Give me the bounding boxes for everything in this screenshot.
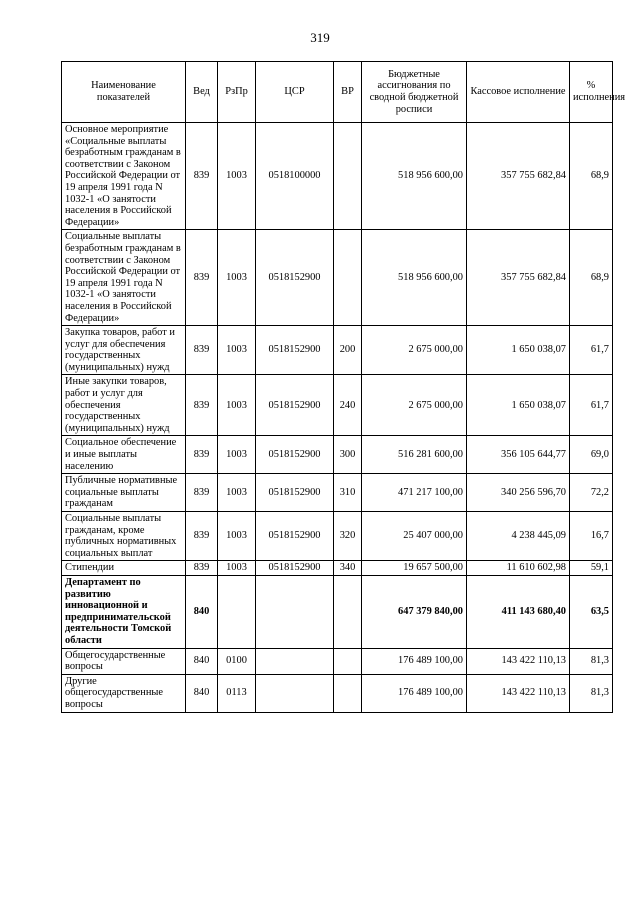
table-row [62,561,613,576]
cell-ved: 840 [186,575,218,648]
cell-budget: 471 217 100,00 [362,474,467,512]
cell-vr [334,674,362,712]
cell-cash: 143 422 110,13 [467,674,570,712]
table-row [62,230,613,326]
cell-vr [334,648,362,674]
cell-rzpr: 0100 [218,648,256,674]
cell-cash: 1 650 038,07 [467,375,570,436]
cell-csr: 0518100000 [256,123,334,230]
cell-vr [334,575,362,648]
cell-ved: 839 [186,326,218,375]
header-cash: Кассовое исполнение [467,62,570,123]
cell-vr [334,230,362,326]
budget-table [61,61,626,713]
cell-budget: 647 379 840,00 [362,575,467,648]
cell-cash: 340 256 596,70 [467,474,570,512]
cell-name: Другие общегосударственные вопросы [62,674,186,712]
cell-pct: 59,1 [570,561,613,576]
cell-name: Публичные нормативные социальные выплаты гражданам [62,474,186,512]
cell-name: Департамент по развитию инновационной и предпринимательской деятельности Томской области [62,575,186,648]
cell-pct: 68,9 [570,123,613,230]
cell-budget: 518 956 600,00 [362,230,467,326]
table-row [62,123,613,230]
cell-vr: 310 [334,474,362,512]
header-vr: ВР [334,62,362,123]
cell-name: Стипендии [62,561,186,576]
cell-budget: 2 675 000,00 [362,375,467,436]
cell-budget: 19 657 500,00 [362,561,467,576]
cell-cash: 4 238 445,09 [467,512,570,561]
cell-rzpr: 1003 [218,230,256,326]
cell-pct: 61,7 [570,375,613,436]
cell-rzpr: 1003 [218,561,256,576]
cell-cash: 357 755 682,84 [467,123,570,230]
table-row [62,575,613,648]
table-header-row [62,62,613,123]
cell-vr: 200 [334,326,362,375]
cell-vr: 300 [334,436,362,474]
table-row [62,375,613,436]
cell-csr: 0518152900 [256,436,334,474]
cell-name: Закупка товаров, работ и услуг для обеспечения государственных (муниципальных) нужд [62,326,186,375]
cell-vr: 320 [334,512,362,561]
cell-name: Общегосударственные вопросы [62,648,186,674]
cell-csr: 0518152900 [256,375,334,436]
cell-cash: 1 650 038,07 [467,326,570,375]
cell-name: Социальные выплаты безработным гражданам в соответствии с Законом Российской Федерации от 19 апреля 1991 года N 1032-1 «О занятости населения в Российской Федерации» [62,230,186,326]
cell-rzpr: 1003 [218,512,256,561]
cell-ved: 839 [186,474,218,512]
cell-rzpr: 1003 [218,375,256,436]
cell-vr: 240 [334,375,362,436]
header-budget: Бюджетные ассигнования по сводной бюджетной росписи [362,62,467,123]
cell-csr [256,575,334,648]
cell-budget: 176 489 100,00 [362,648,467,674]
cell-csr: 0518152900 [256,326,334,375]
cell-budget: 25 407 000,00 [362,512,467,561]
cell-vr [334,123,362,230]
cell-ved: 839 [186,375,218,436]
cell-budget: 2 675 000,00 [362,326,467,375]
cell-name: Основное мероприятие «Социальные выплаты безработным гражданам в соответствии с Законом Российской Федерации от 19 апреля 1991 года N 1032-1 «О занятости населения в Российской Федерации» [62,123,186,230]
cell-name: Социальное обеспечение и иные выплаты населению [62,436,186,474]
cell-pct: 68,9 [570,230,613,326]
cell-cash: 11 610 602,98 [467,561,570,576]
header-name: Наименование показателей [62,62,186,123]
cell-rzpr: 1003 [218,123,256,230]
table-body [62,123,613,713]
cell-csr: 0518152900 [256,512,334,561]
cell-ved: 839 [186,436,218,474]
cell-pct: 63,5 [570,575,613,648]
header-pct: % исполнения [570,62,613,123]
cell-ved: 839 [186,561,218,576]
cell-ved: 839 [186,512,218,561]
cell-cash: 143 422 110,13 [467,648,570,674]
cell-budget: 518 956 600,00 [362,123,467,230]
cell-csr [256,648,334,674]
cell-pct: 81,3 [570,648,613,674]
cell-cash: 356 105 644,77 [467,436,570,474]
cell-pct: 81,3 [570,674,613,712]
cell-csr: 0518152900 [256,561,334,576]
header-ved: Вед [186,62,218,123]
cell-rzpr [218,575,256,648]
cell-ved: 840 [186,648,218,674]
cell-csr [256,674,334,712]
cell-rzpr: 0113 [218,674,256,712]
cell-budget: 176 489 100,00 [362,674,467,712]
cell-pct: 16,7 [570,512,613,561]
cell-csr: 0518152900 [256,474,334,512]
cell-vr: 340 [334,561,362,576]
table-row [62,648,613,674]
cell-cash: 357 755 682,84 [467,230,570,326]
cell-rzpr: 1003 [218,436,256,474]
cell-cash: 411 143 680,40 [467,575,570,648]
header-rzpr: РзПр [218,62,256,123]
cell-pct: 61,7 [570,326,613,375]
table-row [62,512,613,561]
cell-rzpr: 1003 [218,474,256,512]
cell-name: Иные закупки товаров, работ и услуг для обеспечения государственных (муниципальных) нужд [62,375,186,436]
table-row [62,674,613,712]
cell-pct: 72,2 [570,474,613,512]
cell-rzpr: 1003 [218,326,256,375]
cell-budget: 516 281 600,00 [362,436,467,474]
cell-name: Социальные выплаты гражданам, кроме публичных нормативных социальных выплат [62,512,186,561]
table-row [62,474,613,512]
cell-ved: 839 [186,230,218,326]
cell-csr: 0518152900 [256,230,334,326]
cell-pct: 69,0 [570,436,613,474]
cell-ved: 840 [186,674,218,712]
header-csr: ЦСР [256,62,334,123]
table-row [62,436,613,474]
page-number: 319 [310,30,330,45]
cell-ved: 839 [186,123,218,230]
table-row [62,326,613,375]
